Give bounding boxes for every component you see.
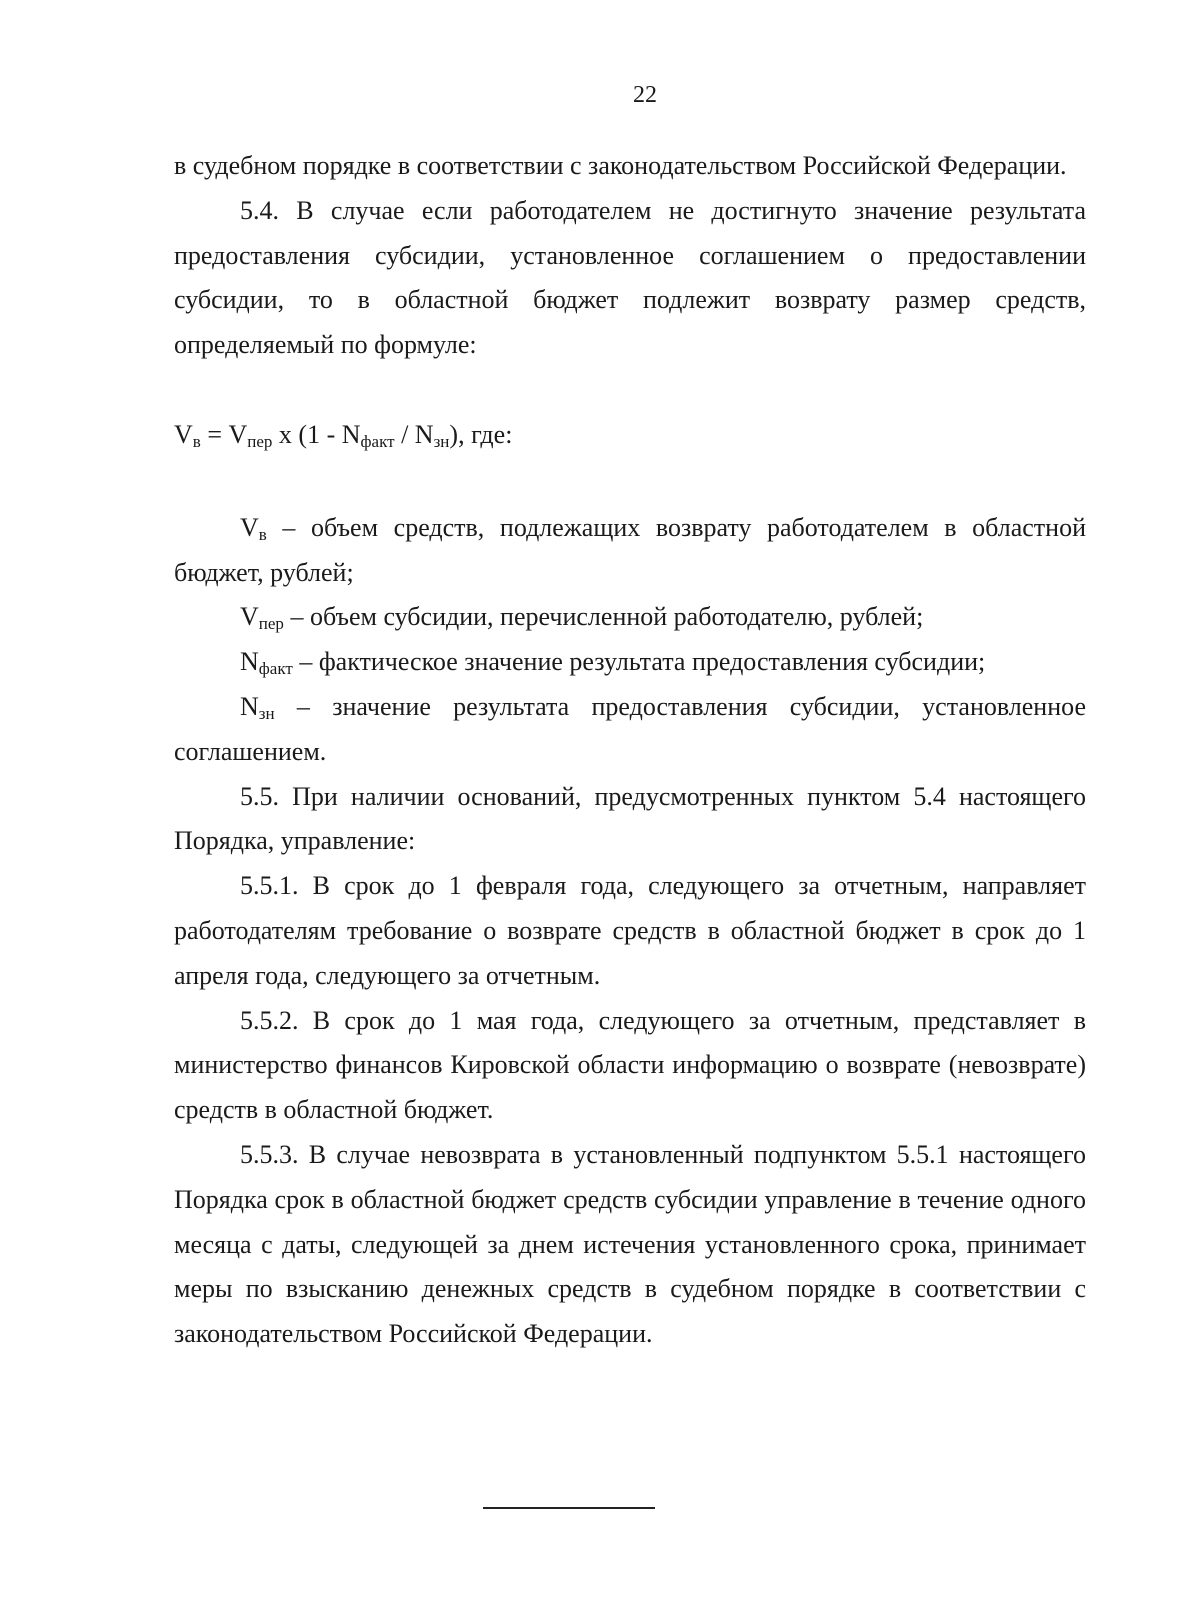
formula — [174, 413, 1086, 458]
definition-nfact-sub: факт — [258, 659, 293, 679]
definition-nfact-text: – фактическое значение результата предоставления субсидии; — [292, 647, 986, 677]
definition-nzn — [174, 685, 1086, 775]
definition-nzn-text: – значение результата предоставления субсидии, установленное соглашением. — [174, 691, 1086, 766]
formula-v-sub: в — [192, 431, 201, 451]
definition-vper-symbol: V — [240, 602, 259, 632]
definition-vv-text: – объем средств, подлежащих возврату работодателем в областной бюджет, рублей; — [174, 512, 1086, 587]
formula-nzn: N — [414, 419, 434, 449]
document-body — [174, 144, 1086, 1357]
formula-nfact: N — [341, 419, 361, 449]
formula-eq: = — [200, 419, 229, 449]
paragraph-5-5: 5.5. При наличии оснований, предусмотренных пунктом 5.4 настоящего Порядка, управление: — [174, 781, 1086, 856]
formula-vper: V — [228, 419, 248, 449]
formula-mid: х (1 - — [272, 419, 342, 449]
formula-v: V — [174, 419, 193, 449]
formula-slash: / — [394, 419, 415, 449]
definition-nzn-sub: зн — [258, 703, 275, 723]
paragraph-5-5-1: 5.5.1. В срок до 1 февраля года, следующего за отчетным, направляет работодателям требование о возврате средств в областной бюджет в срок до 1 апреля года, следующего за отчетным. — [174, 871, 1086, 990]
definition-vper-sub: пер — [258, 614, 284, 634]
formula-tail: ), где: — [449, 419, 513, 449]
footer-divider — [483, 1507, 655, 1509]
page-number: 22 — [633, 82, 657, 108]
definition-nzn-symbol: N — [240, 691, 259, 721]
definition-nfact-symbol: N — [240, 647, 259, 677]
definition-nfact — [174, 640, 1086, 685]
definition-vper — [174, 595, 1086, 640]
definition-vper-text: – объем субсидии, перечисленной работодателю, рублей; — [283, 602, 924, 632]
definition-vv-sub: в — [258, 524, 267, 544]
paragraph-5-5-2: 5.5.2. В срок до 1 мая года, следующего за отчетным, представляет в министерство финансов Кировской области информацию о возврате (невозврате) средств в областной бюджет. — [174, 1005, 1086, 1125]
formula-nzn-sub: зн — [433, 431, 450, 451]
formula-nfact-sub: факт — [360, 431, 395, 451]
definition-vv — [174, 506, 1086, 596]
formula-vper-sub: пер — [247, 431, 273, 451]
paragraph-continuation: в судебном порядке в соответствии с законодательством Российской Федерации. — [174, 151, 1067, 180]
paragraph-5-5-3: 5.5.3. В случае невозврата в установленный подпунктом 5.5.1 настоящего Порядка срок в областной бюджет средств субсидии управление в течение одного месяца с даты, следующей за днем истечения установленного срока, принимает меры по взысканию денежных средств в судебном порядке в соответствии с законодательством Российской Федерации. — [174, 1139, 1086, 1349]
paragraph-5-4: 5.4. В случае если работодателем не достигнуто значение результата предоставления субсидии, установленное соглашением о предоставлении субсидии, то в областной бюджет подлежит возврату размер средств, определяемый по формуле: — [174, 195, 1086, 360]
definition-vv-symbol: V — [240, 512, 259, 542]
